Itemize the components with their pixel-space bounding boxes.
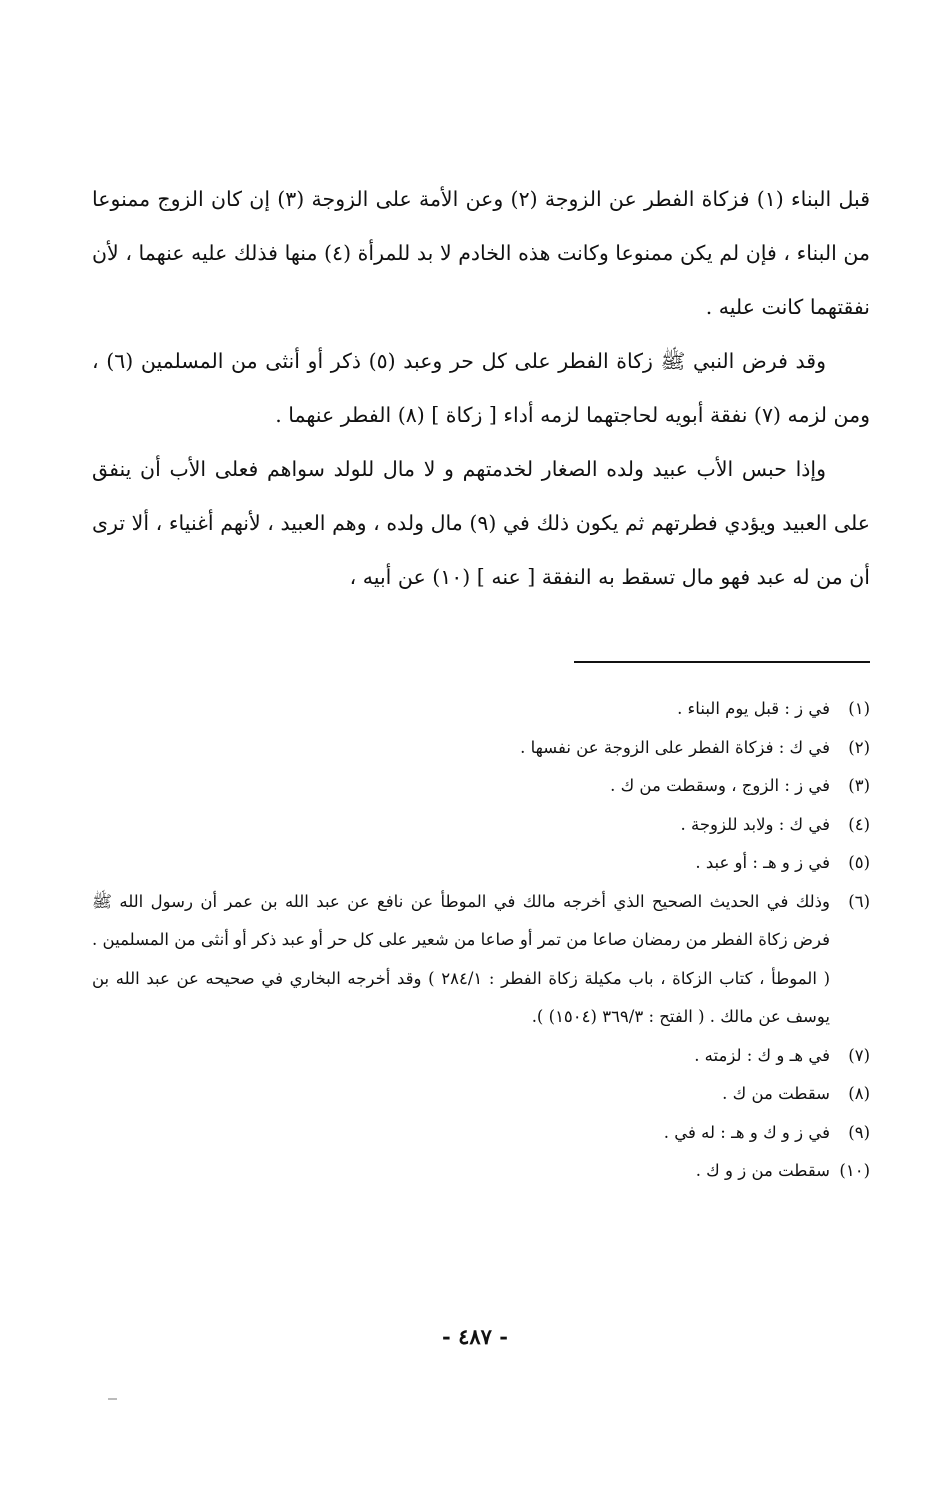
footnote-2: [92, 729, 870, 768]
footnote-number: (٨): [848, 1084, 870, 1103]
footnote-number: (١): [848, 699, 870, 718]
footnote-7: [92, 1037, 870, 1076]
footnote-text: سقطت من ز و ك .: [695, 1161, 830, 1180]
footnote-number: (٥): [848, 853, 870, 872]
footnote-text: في ك : ولابد للزوجة .: [680, 814, 830, 834]
footnote-text: في ز : الزوج ، وسقطت من ك .: [610, 776, 830, 795]
page-number: - ٤٨٧ -: [442, 1324, 508, 1349]
footnote-text: في ك : فزكاة الفطر على الزوجة عن نفسها .: [520, 737, 830, 757]
footnote-text: في ز : قبل يوم البناء .: [677, 699, 830, 718]
scan-speck: [108, 1398, 117, 1400]
footnote-number: (٢): [848, 737, 870, 757]
footnote-6: [92, 883, 870, 1037]
footnote-8: [92, 1075, 870, 1114]
footnote-text: في ز و ك و هـ : له في .: [663, 1122, 830, 1142]
footnote-text: في هـ و ك : لزمته .: [694, 1045, 830, 1065]
footnote-number: (٦): [848, 891, 870, 911]
footnote-number: (٣): [848, 776, 870, 795]
footnote-10: [92, 1152, 870, 1191]
footnote-separator: [574, 661, 870, 663]
footnotes: [92, 690, 870, 1191]
footnote-4: [92, 806, 870, 845]
footnote-number: (٤): [848, 814, 870, 834]
paragraph-1: قبل البناء (١) فزكاة الفطر عن الزوجة (٢) وعن الأمة على الزوجة (٣) إن كان الزوج ممنوعا من البناء ، فإن لم يكن ممنوعا وكانت هذه الخادم لا بد للمرأة (٤) منها فذلك عليه عنهما ، لأن نفقتهما كانت عليه .: [92, 187, 871, 319]
footnote-text: سقطت من ك .: [722, 1084, 830, 1103]
footnote-9: [92, 1114, 870, 1153]
footnote-text: وذلك في الحديث الصحيح الذي أخرجه مالك في الموطأ عن نافع عن عبد الله بن عمر أن رسول الله ﷺ فرض زكاة الفطر من رمضان صاعا من تمر أو صاعا من شعير على كل حر أو عبد ذكر أو أنثى من المسلمين . ( الموطأ ، كتاب الزكاة ، باب مكيلة زكاة الفطر : ٢٨٤/١ ) وقد أخرجه البخاري في صحيحه عن عبد الله بن يوسف عن مالك . ( الفتح : ٣٦٩/٣ (١٥٠٤) ).: [92, 891, 831, 1026]
footnote-number: (٩): [848, 1122, 870, 1142]
paragraph-2: وقد فرض النبي ﷺ زكاة الفطر على كل حر وعبد (٥) ذكر أو أنثى من المسلمين (٦) ، ومن لزمه (٧) نفقة أبويه لحاجتهما لزمه أداء [ زكاة ] (٨) الفطر عنهما .: [92, 349, 870, 427]
footnote-number: (١٠): [839, 1161, 870, 1180]
footnote-3: [92, 767, 870, 806]
footnote-number: (٧): [848, 1045, 870, 1065]
footnote-1: [92, 690, 870, 729]
footnote-5: [92, 844, 870, 883]
paragraph-3: وإذا حبس الأب عبيد ولده الصغار لخدمتهم و لا مال للولد سواهم فعلى الأب أن ينفق على العبيد ويؤدي فطرتهم ثم يكون ذلك في (٩) مال ولده ، وهم العبيد ، لأنهم أغنياء ، ألا ترى أن من له عبد فهو مال تسقط به النفقة [ عنه ] (١٠) عن أبيه ،: [92, 457, 870, 589]
footnote-text: في ز و هـ : أو عبد .: [695, 853, 830, 872]
main-text: [92, 172, 870, 604]
